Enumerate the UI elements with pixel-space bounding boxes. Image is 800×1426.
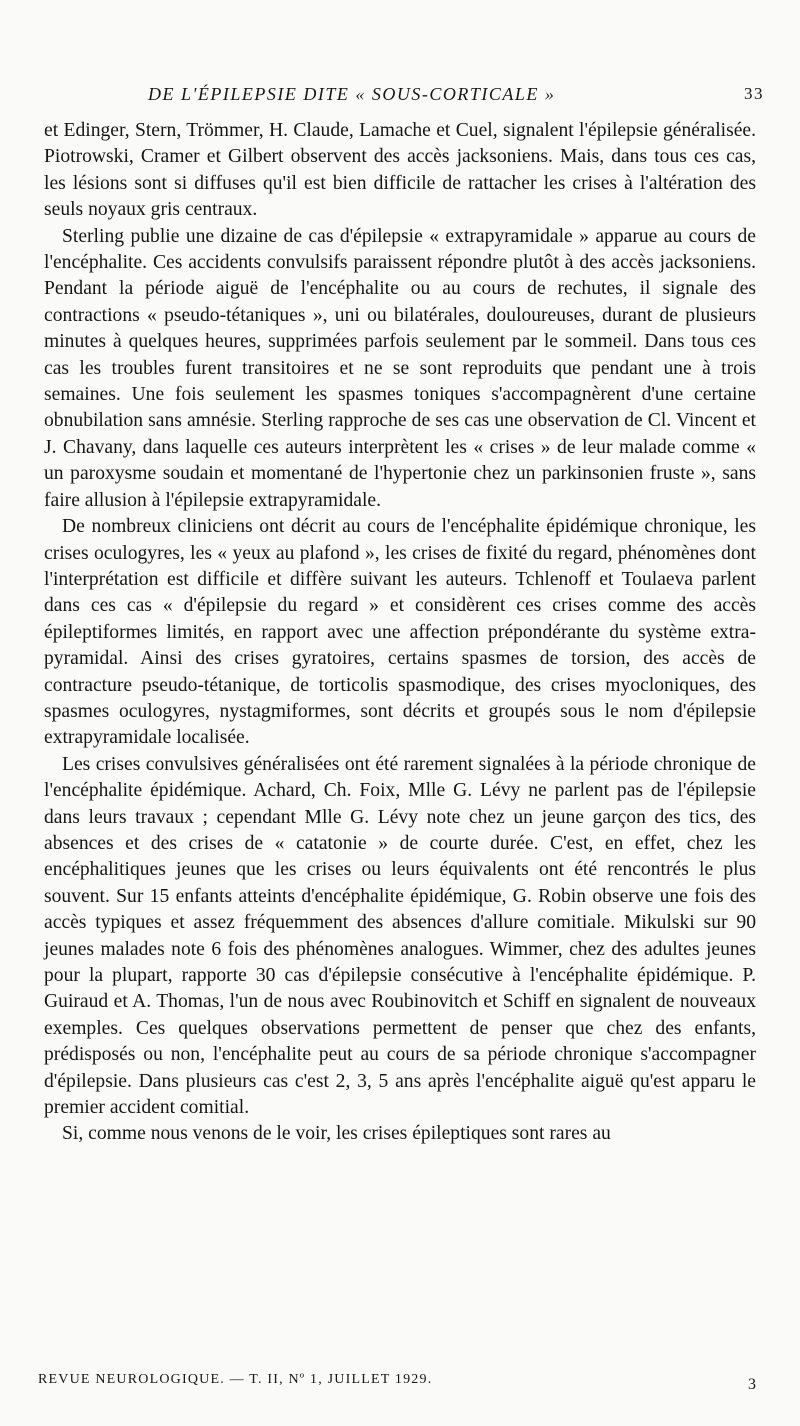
running-head xyxy=(0,84,800,112)
running-title: DE L'ÉPILEPSIE DITE « SOUS-CORTICALE » xyxy=(148,84,556,104)
body-text xyxy=(44,118,756,1148)
paragraph: De nombreux cliniciens ont décrit au cours de l'encéphalite épidémique chronique, les crises oculogyres, les « yeux au plafond », les crises de fixité du regard, phénomènes dont l'interprétation est difficile et diffère suivant les auteurs. Tchlenoff et Toulaeva parlent dans ces cas « d'épilepsie du regard » et considèrent ces crises comme des accès épileptiformes limités, en rapport avec une affection prépondérante du système extra-pyramidal. Ainsi des crises gyratoires, certains spasmes de torsion, des accès de contracture pseudo-tétanique, de torticolis spasmodique, des crises myocloniques, des spasmes oculogyres, nystagmiformes, sont décrits et groupés sous le nom d'épilepsie extrapyramidale localisée. xyxy=(44,516,756,749)
paragraph: Les crises convulsives généralisées ont été rarement signalées à la période chronique de l'encéphalite épidémique. Achard, Ch. Foix, Mlle G. Lévy ne parlent pas de l'épilepsie dans leurs travaux ; cependant Mlle G. Lévy note chez un jeune garçon des tics, des absences et des crises de « catatonie » de courte durée. C'est, en effet, chez les encéphalitiques jeunes que les crises ou leurs équivalents ont été rencontrés le plus souvent. Sur 15 enfants atteints d'encéphalite épidémique, G. Robin observe une fois des accès typiques et assez fréquemment des absences d'allure comitiale. Mikulski sur 90 jeunes malades note 6 fois des phénomènes analogues. Wimmer, chez des adultes jeunes pour la plupart, rapporte 30 cas d'épilepsie consécutive à l'encéphalite épidémique. P. Guiraud et A. Thomas, l'un de nous avec Roubinovitch et Schiff en signalent de nouveaux exemples. Ces quelques observations permettent de penser que chez des enfants, prédisposés ou non, l'encéphalite peut au cours de sa période chronique s'accompagner d'épilepsie. Dans plusieurs cas c'est 2, 3, 5 ans après l'encéphalite aiguë qu'est apparu le premier accident comitial. xyxy=(44,753,756,1119)
paragraph: Si, comme nous venons de le voir, les crises épileptiques sont rares au xyxy=(62,1123,611,1145)
page-footer xyxy=(38,1372,756,1402)
footer-source: REVUE NEUROLOGIQUE. — T. II, Nº 1, JUILLET 1929. xyxy=(38,1372,433,1387)
page-number: 33 xyxy=(744,84,764,103)
paragraph: Sterling publie une dizaine de cas d'épilepsie « extrapyramidale » apparue au cours de l'encéphalite. Ces accidents convulsifs paraissent répondre plutôt à des accès jacksoniens. Pendant la période aiguë de l'encéphalite ou au cours de rechutes, il signale des contractions « pseudo-tétaniques », uni ou bilatérales, douloureuses, durant de plusieurs minutes à quelques heures, supprimées parfois seulement par le sommeil. Dans tous ces cas les troubles furent transitoires et ne se sont reproduits que pendant une à trois semaines. Une fois seulement les spasmes toniques s'accompagnèrent d'une certaine obnubilation sans amnésie. Sterling rapproche de ses cas une observation de Cl. Vincent et J. Chavany, dans laquelle ces auteurs interprètent les « crises » de leur malade comme « un paroxysme soudain et momentané de l'hypertonie chez un parkinsonien fruste », sans faire allusion à l'épilepsie extrapyramidale. xyxy=(44,225,756,511)
signature-mark: 3 xyxy=(748,1376,756,1393)
paragraph: et Edinger, Stern, Trömmer, H. Claude, Lamache et Cuel, signalent l'épilepsie généralisée. Piotrowski, Cramer et Gilbert observent des accès jacksoniens. Mais, dans tous ces cas, les lésions sont si diffuses qu'il est bien difficile de rattacher les crises à l'altération des seuls noyaux gris centraux. xyxy=(44,120,756,221)
